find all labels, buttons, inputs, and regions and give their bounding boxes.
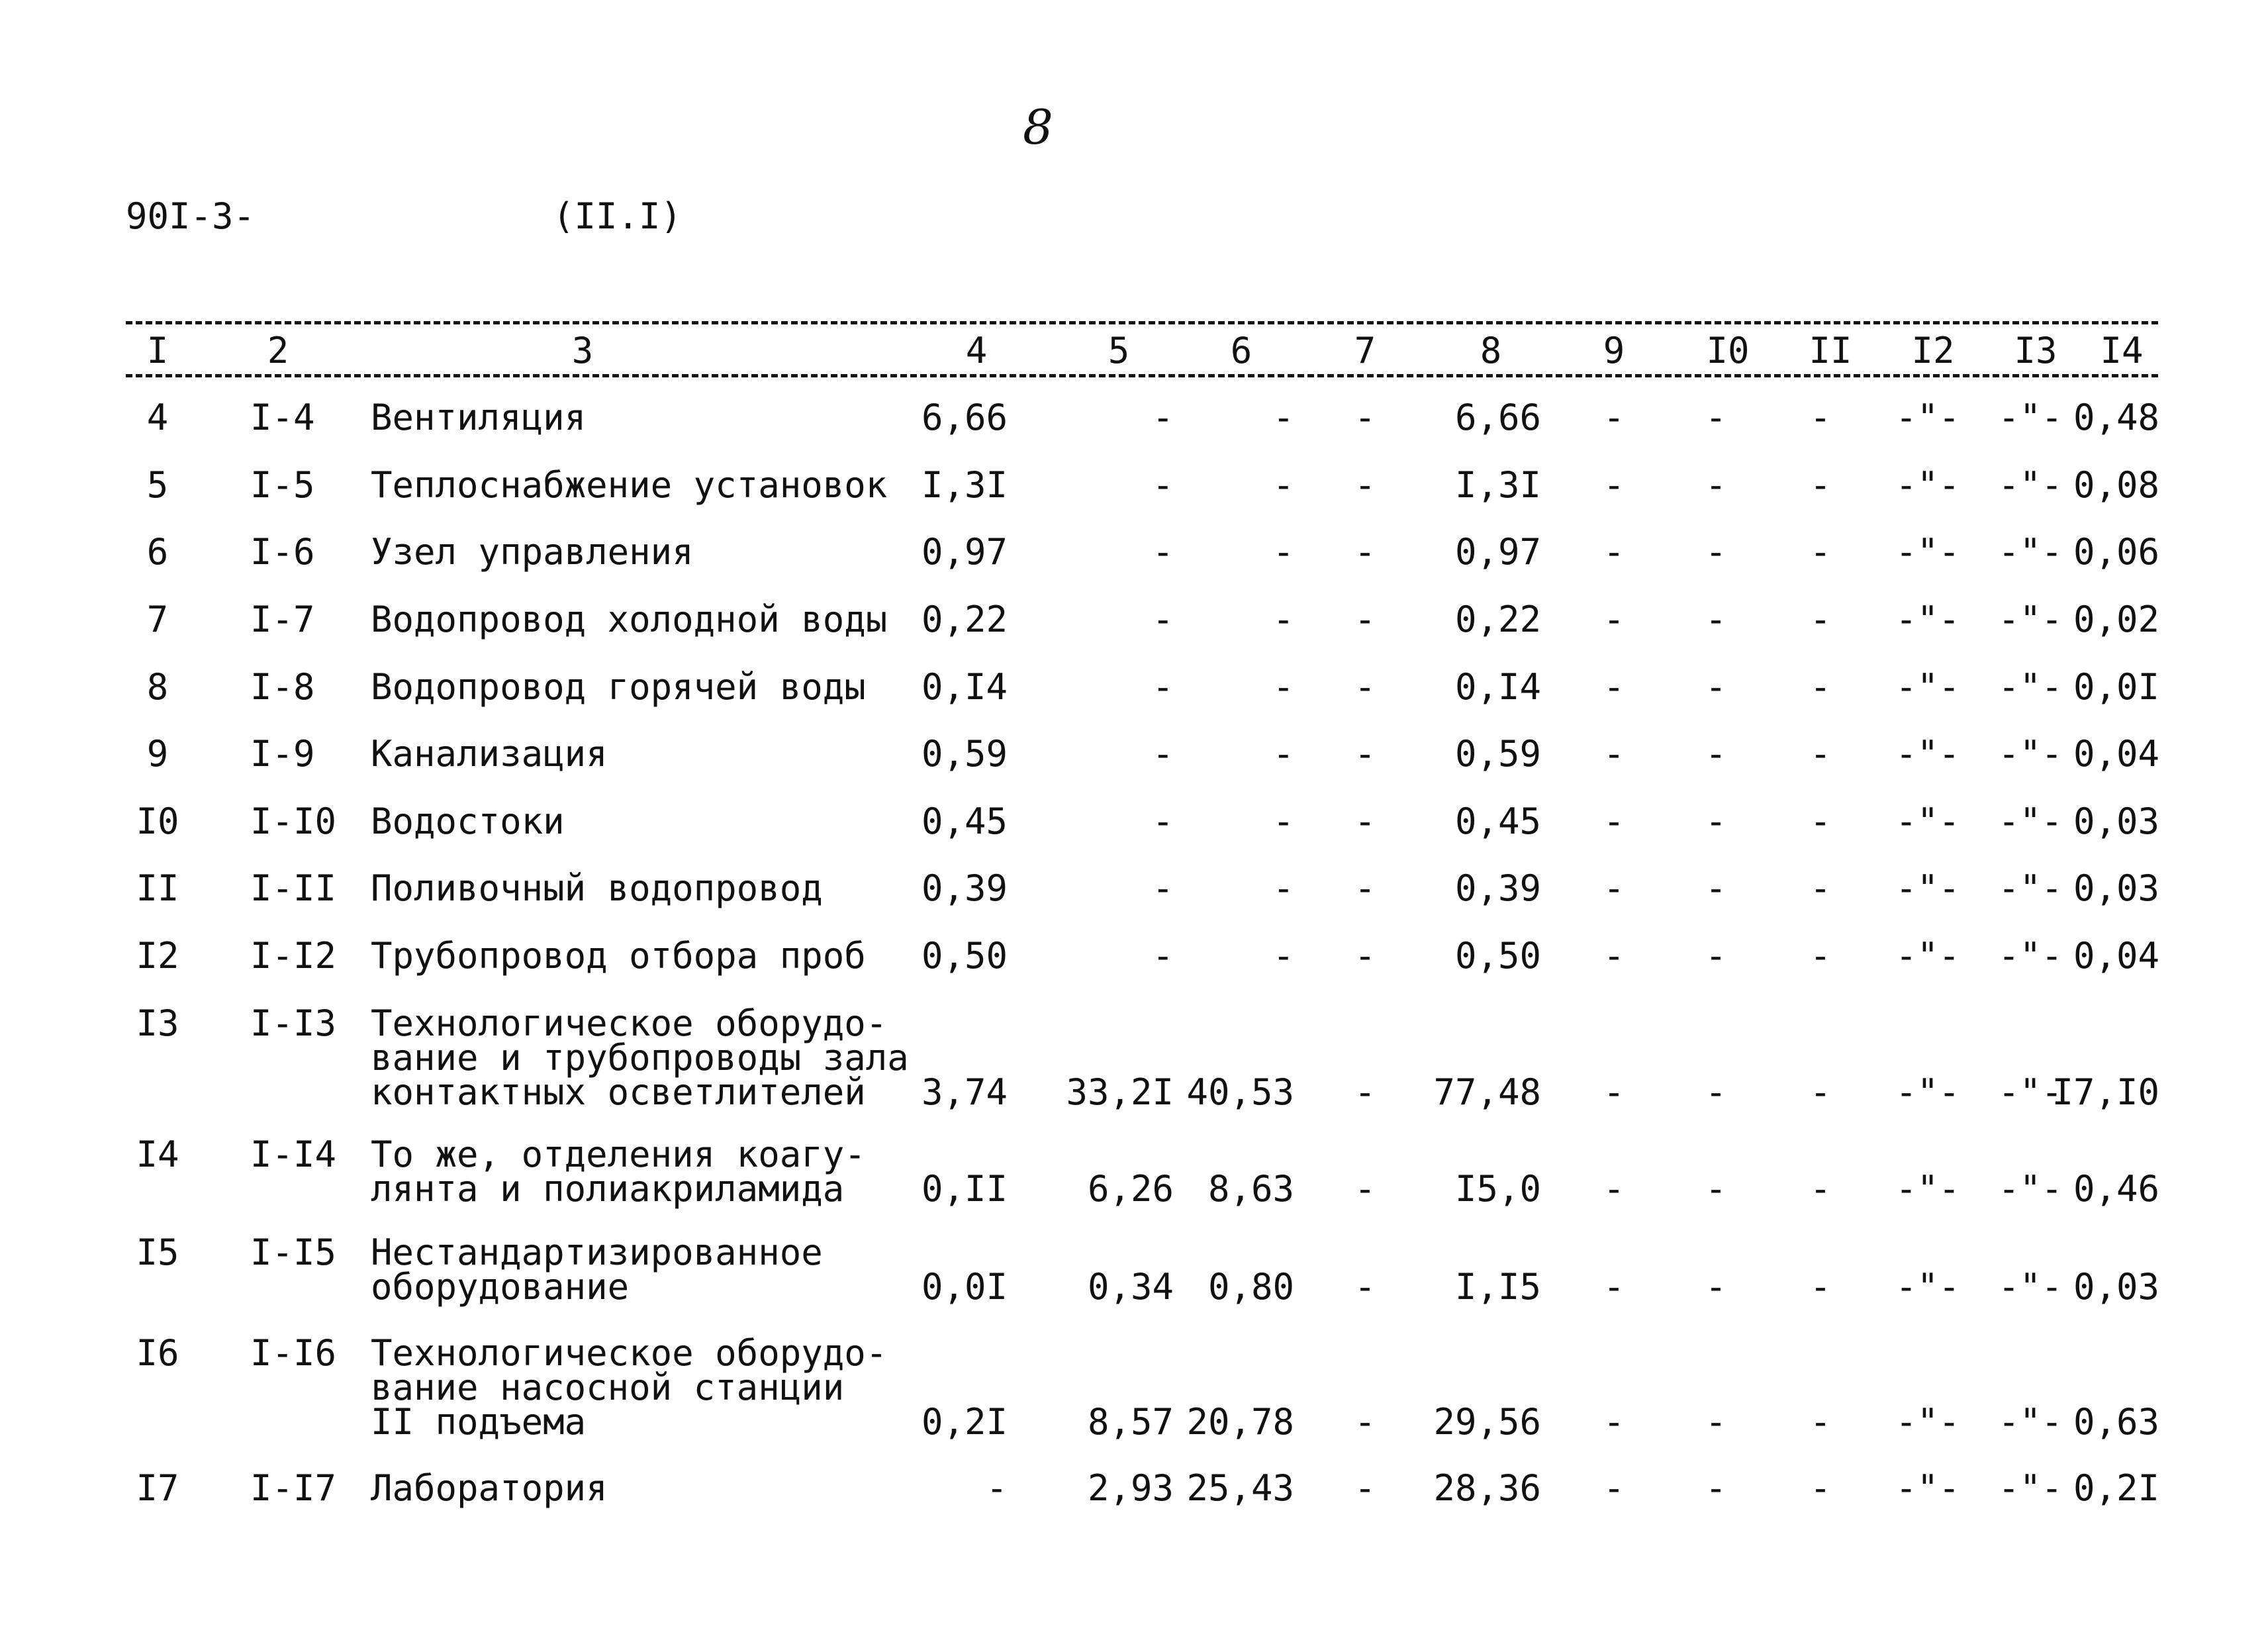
row-name-cell: Нестандартизированное оборудование	[371, 1232, 823, 1308]
column-header: II	[1809, 330, 1852, 371]
value-cell: -	[1603, 1467, 1625, 1509]
value-cell: -	[1354, 666, 1376, 708]
value-cell: -"-	[1998, 666, 2063, 708]
row-number-cell: I6	[136, 1332, 179, 1374]
row-name-cell: Водопровод холодной воды	[371, 599, 888, 640]
value-cell: -	[1603, 666, 1625, 708]
value-cell: 0,63	[2073, 1401, 2159, 1443]
value-cell: -"-	[1998, 1467, 2063, 1509]
value-cell: 6,66	[921, 397, 1008, 438]
row-name-cell: То же, отделения коагу- лянта и полиакриламида	[371, 1134, 866, 1210]
value-cell: -	[1705, 935, 1727, 977]
value-cell: -	[1354, 1467, 1376, 1509]
value-cell: -	[1272, 666, 1294, 708]
value-cell: -"-	[1895, 666, 1960, 708]
row-code-cell: I-4	[250, 397, 315, 438]
column-header: 9	[1603, 330, 1625, 371]
row-number-cell: I0	[136, 800, 179, 842]
value-cell: I7,I0	[2052, 1071, 2159, 1113]
row-name-cell: Трубопровод отбора проб	[371, 935, 866, 977]
column-header: I3	[2014, 330, 2057, 371]
value-cell: 33,2I	[1066, 1071, 1174, 1113]
value-cell: -"-	[1895, 1071, 1960, 1113]
value-cell: -	[1354, 867, 1376, 909]
row-number-cell: 9	[146, 733, 169, 775]
column-header: I2	[1911, 330, 1955, 371]
column-header: 7	[1354, 330, 1376, 371]
value-cell: 0,39	[921, 867, 1008, 909]
value-cell: 40,53	[1186, 1071, 1294, 1113]
row-number-cell: I7	[136, 1467, 179, 1509]
value-cell: -	[1705, 1266, 1727, 1308]
value-cell: -	[1809, 1401, 1832, 1443]
value-cell: 0,03	[2073, 867, 2159, 909]
value-cell: -	[1603, 867, 1625, 909]
value-cell: -	[1809, 733, 1832, 775]
row-number-cell: II	[136, 867, 179, 909]
value-cell: 0,50	[1454, 935, 1541, 977]
value-cell: -	[1705, 1071, 1727, 1113]
value-cell: -	[1152, 397, 1174, 438]
value-cell: -"-	[1998, 1266, 2063, 1308]
value-cell: -"-	[1998, 397, 2063, 438]
row-code-cell: I-8	[250, 666, 315, 708]
value-cell: -"-	[1998, 1168, 2063, 1210]
value-cell: -	[1272, 464, 1294, 506]
value-cell: -	[1705, 1467, 1727, 1509]
value-cell: -"-	[1895, 397, 1960, 438]
row-number-cell: 8	[146, 666, 169, 708]
value-cell: 0,I4	[1454, 666, 1541, 708]
value-cell: -"-	[1998, 800, 2063, 842]
value-cell: -	[1809, 1071, 1832, 1113]
value-cell: 0,59	[921, 733, 1008, 775]
value-cell: -"-	[1998, 464, 2063, 506]
row-name-cell: Технологическое оборудо- вание насосной станции II подъема	[371, 1332, 888, 1443]
value-cell: -"-	[1895, 599, 1960, 640]
value-cell: 28,36	[1433, 1467, 1541, 1509]
value-cell: -	[1152, 666, 1174, 708]
row-number-cell: I3	[136, 1002, 179, 1044]
value-cell: 0,03	[2073, 1266, 2159, 1308]
value-cell: 0,46	[2073, 1168, 2159, 1210]
value-cell: -	[1354, 1266, 1376, 1308]
row-number-cell: I5	[136, 1232, 179, 1273]
row-code-cell: I-I5	[250, 1232, 337, 1273]
value-cell: -	[1809, 397, 1832, 438]
value-cell: -"-	[1998, 599, 2063, 640]
value-cell: -"-	[1895, 464, 1960, 506]
row-number-cell: 6	[146, 531, 169, 573]
value-cell: I,3I	[921, 464, 1008, 506]
document-subtitle: (II.I)	[553, 195, 683, 237]
value-cell: -	[1603, 531, 1625, 573]
row-number-cell: I2	[136, 935, 179, 977]
row-name-cell: Водопровод горячей воды	[371, 666, 866, 708]
row-name-cell: Водостоки	[371, 800, 565, 842]
value-cell: 0,97	[1454, 531, 1541, 573]
value-cell: -	[1809, 935, 1832, 977]
value-cell: -	[1354, 800, 1376, 842]
value-cell: -	[1705, 1401, 1727, 1443]
value-cell: -"-	[1895, 1467, 1960, 1509]
value-cell: 3,74	[921, 1071, 1008, 1113]
value-cell: -	[1354, 1401, 1376, 1443]
value-cell: -"-	[1895, 1266, 1960, 1308]
value-cell: 0,2I	[921, 1401, 1008, 1443]
value-cell: -	[1354, 733, 1376, 775]
column-header: I	[146, 330, 169, 371]
value-cell: -	[1272, 867, 1294, 909]
value-cell: 0,I4	[921, 666, 1008, 708]
value-cell: 0,22	[1454, 599, 1541, 640]
value-cell: -	[1272, 935, 1294, 977]
row-name-cell: Вентиляция	[371, 397, 587, 438]
value-cell: -	[1705, 397, 1727, 438]
row-number-cell: 4	[146, 397, 169, 438]
row-code-cell: I-I6	[250, 1332, 337, 1374]
value-cell: -	[1809, 666, 1832, 708]
document-code: 90I-3-	[126, 195, 256, 237]
value-cell: -	[1705, 666, 1727, 708]
value-cell: -	[1272, 531, 1294, 573]
value-cell: -	[1152, 531, 1174, 573]
value-cell: -	[1809, 800, 1832, 842]
value-cell: -	[1809, 867, 1832, 909]
value-cell: -	[1603, 1168, 1625, 1210]
value-cell: -"-	[1895, 800, 1960, 842]
value-cell: -	[1603, 1266, 1625, 1308]
column-header: 5	[1108, 330, 1130, 371]
value-cell: 0,2I	[2073, 1467, 2159, 1509]
row-code-cell: I-6	[250, 531, 315, 573]
row-name-cell: Теплоснабжение установок	[371, 464, 888, 506]
value-cell: -"-	[1998, 531, 2063, 573]
value-cell: -"-	[1895, 1401, 1960, 1443]
value-cell: -"-	[1895, 531, 1960, 573]
value-cell: 0,02	[2073, 599, 2159, 640]
column-header: 6	[1230, 330, 1252, 371]
value-cell: -	[986, 1467, 1008, 1509]
value-cell: -	[1603, 1071, 1625, 1113]
value-cell: -	[1272, 733, 1294, 775]
value-cell: -	[1603, 464, 1625, 506]
page-number: 8	[1023, 99, 1053, 155]
value-cell: -"-	[1895, 1168, 1960, 1210]
value-cell: -	[1272, 397, 1294, 438]
value-cell: -"-	[1895, 733, 1960, 775]
value-cell: 6,26	[1087, 1168, 1174, 1210]
value-cell: -"-	[1998, 935, 2063, 977]
row-name-cell: Поливочный водопровод	[371, 867, 823, 909]
value-cell: 0,45	[921, 800, 1008, 842]
row-code-cell: I-I0	[250, 800, 337, 842]
row-number-cell: I4	[136, 1134, 179, 1175]
row-code-cell: I-5	[250, 464, 315, 506]
value-cell: 0,39	[1454, 867, 1541, 909]
value-cell: -	[1354, 464, 1376, 506]
value-cell: -"-	[1895, 935, 1960, 977]
row-code-cell: I-II	[250, 867, 337, 909]
value-cell: -"-	[1998, 1071, 2063, 1113]
value-cell: 0,0I	[2073, 666, 2159, 708]
value-cell: I,I5	[1454, 1266, 1541, 1308]
value-cell: -	[1809, 531, 1832, 573]
row-code-cell: I-I7	[250, 1467, 337, 1509]
value-cell: -	[1354, 935, 1376, 977]
value-cell: -	[1809, 464, 1832, 506]
value-cell: 0,04	[2073, 733, 2159, 775]
value-cell: -	[1354, 397, 1376, 438]
row-code-cell: I-9	[250, 733, 315, 775]
value-cell: I5,0	[1454, 1168, 1541, 1210]
value-cell: 77,48	[1433, 1071, 1541, 1113]
value-cell: -	[1152, 800, 1174, 842]
column-header: 8	[1480, 330, 1502, 371]
row-name-cell: Узел управления	[371, 531, 694, 573]
value-cell: -	[1705, 733, 1727, 775]
value-cell: 29,56	[1433, 1401, 1541, 1443]
value-cell: -	[1705, 599, 1727, 640]
row-code-cell: I-I2	[250, 935, 337, 977]
column-header: 3	[571, 330, 594, 371]
value-cell: -	[1705, 464, 1727, 506]
value-cell: 6,66	[1454, 397, 1541, 438]
value-cell: 0,0I	[921, 1266, 1008, 1308]
value-cell: -	[1809, 599, 1832, 640]
value-cell: -	[1354, 531, 1376, 573]
row-code-cell: I-I3	[250, 1002, 337, 1044]
value-cell: 0,II	[921, 1168, 1008, 1210]
row-name-cell: Канализация	[371, 733, 608, 775]
row-code-cell: I-I4	[250, 1134, 337, 1175]
value-cell: -"-	[1998, 733, 2063, 775]
value-cell: 0,06	[2073, 531, 2159, 573]
value-cell: 0,04	[2073, 935, 2159, 977]
value-cell: 0,97	[921, 531, 1008, 573]
value-cell: 2,93	[1087, 1467, 1174, 1509]
value-cell: 0,59	[1454, 733, 1541, 775]
header-bottom-rule	[126, 374, 2158, 377]
value-cell: -	[1705, 867, 1727, 909]
value-cell: 0,03	[2073, 800, 2159, 842]
value-cell: -	[1354, 599, 1376, 640]
value-cell: -	[1603, 599, 1625, 640]
row-code-cell: I-7	[250, 599, 315, 640]
value-cell: 20,78	[1186, 1401, 1294, 1443]
value-cell: 0,22	[921, 599, 1008, 640]
value-cell: -	[1603, 935, 1625, 977]
column-header: I4	[2100, 330, 2144, 371]
value-cell: -	[1809, 1467, 1832, 1509]
row-name-cell: Технологическое оборудо- вание и трубопроводы зала контактных осветлителей	[371, 1002, 909, 1113]
value-cell: 25,43	[1186, 1467, 1294, 1509]
value-cell: 0,08	[2073, 464, 2159, 506]
column-header: I0	[1706, 330, 1750, 371]
value-cell: 0,50	[921, 935, 1008, 977]
value-cell: -	[1603, 733, 1625, 775]
value-cell: I,3I	[1454, 464, 1541, 506]
value-cell: 0,45	[1454, 800, 1541, 842]
value-cell: 0,34	[1087, 1266, 1174, 1308]
value-cell: 0,80	[1207, 1266, 1294, 1308]
value-cell: -	[1272, 800, 1294, 842]
header-top-rule	[126, 321, 2158, 324]
value-cell: -	[1152, 464, 1174, 506]
value-cell: -	[1152, 733, 1174, 775]
value-cell: -	[1603, 800, 1625, 842]
value-cell: -	[1705, 531, 1727, 573]
value-cell: -	[1809, 1266, 1832, 1308]
value-cell: -	[1354, 1071, 1376, 1113]
value-cell: -"-	[1998, 867, 2063, 909]
value-cell: -	[1705, 1168, 1727, 1210]
value-cell: -	[1152, 867, 1174, 909]
row-number-cell: 7	[146, 599, 169, 640]
value-cell: -	[1603, 1401, 1625, 1443]
value-cell: -	[1152, 935, 1174, 977]
value-cell: -	[1809, 1168, 1832, 1210]
value-cell: -	[1152, 599, 1174, 640]
value-cell: -	[1354, 1168, 1376, 1210]
value-cell: 0,48	[2073, 397, 2159, 438]
row-number-cell: 5	[146, 464, 169, 506]
value-cell: -	[1705, 800, 1727, 842]
value-cell: 8,63	[1207, 1168, 1294, 1210]
value-cell: -"-	[1895, 867, 1960, 909]
value-cell: -	[1272, 599, 1294, 640]
column-header: 4	[965, 330, 988, 371]
value-cell: 8,57	[1087, 1401, 1174, 1443]
row-name-cell: Лаборатория	[371, 1467, 608, 1509]
value-cell: -	[1603, 397, 1625, 438]
value-cell: -"-	[1998, 1401, 2063, 1443]
column-header: 2	[267, 330, 289, 371]
